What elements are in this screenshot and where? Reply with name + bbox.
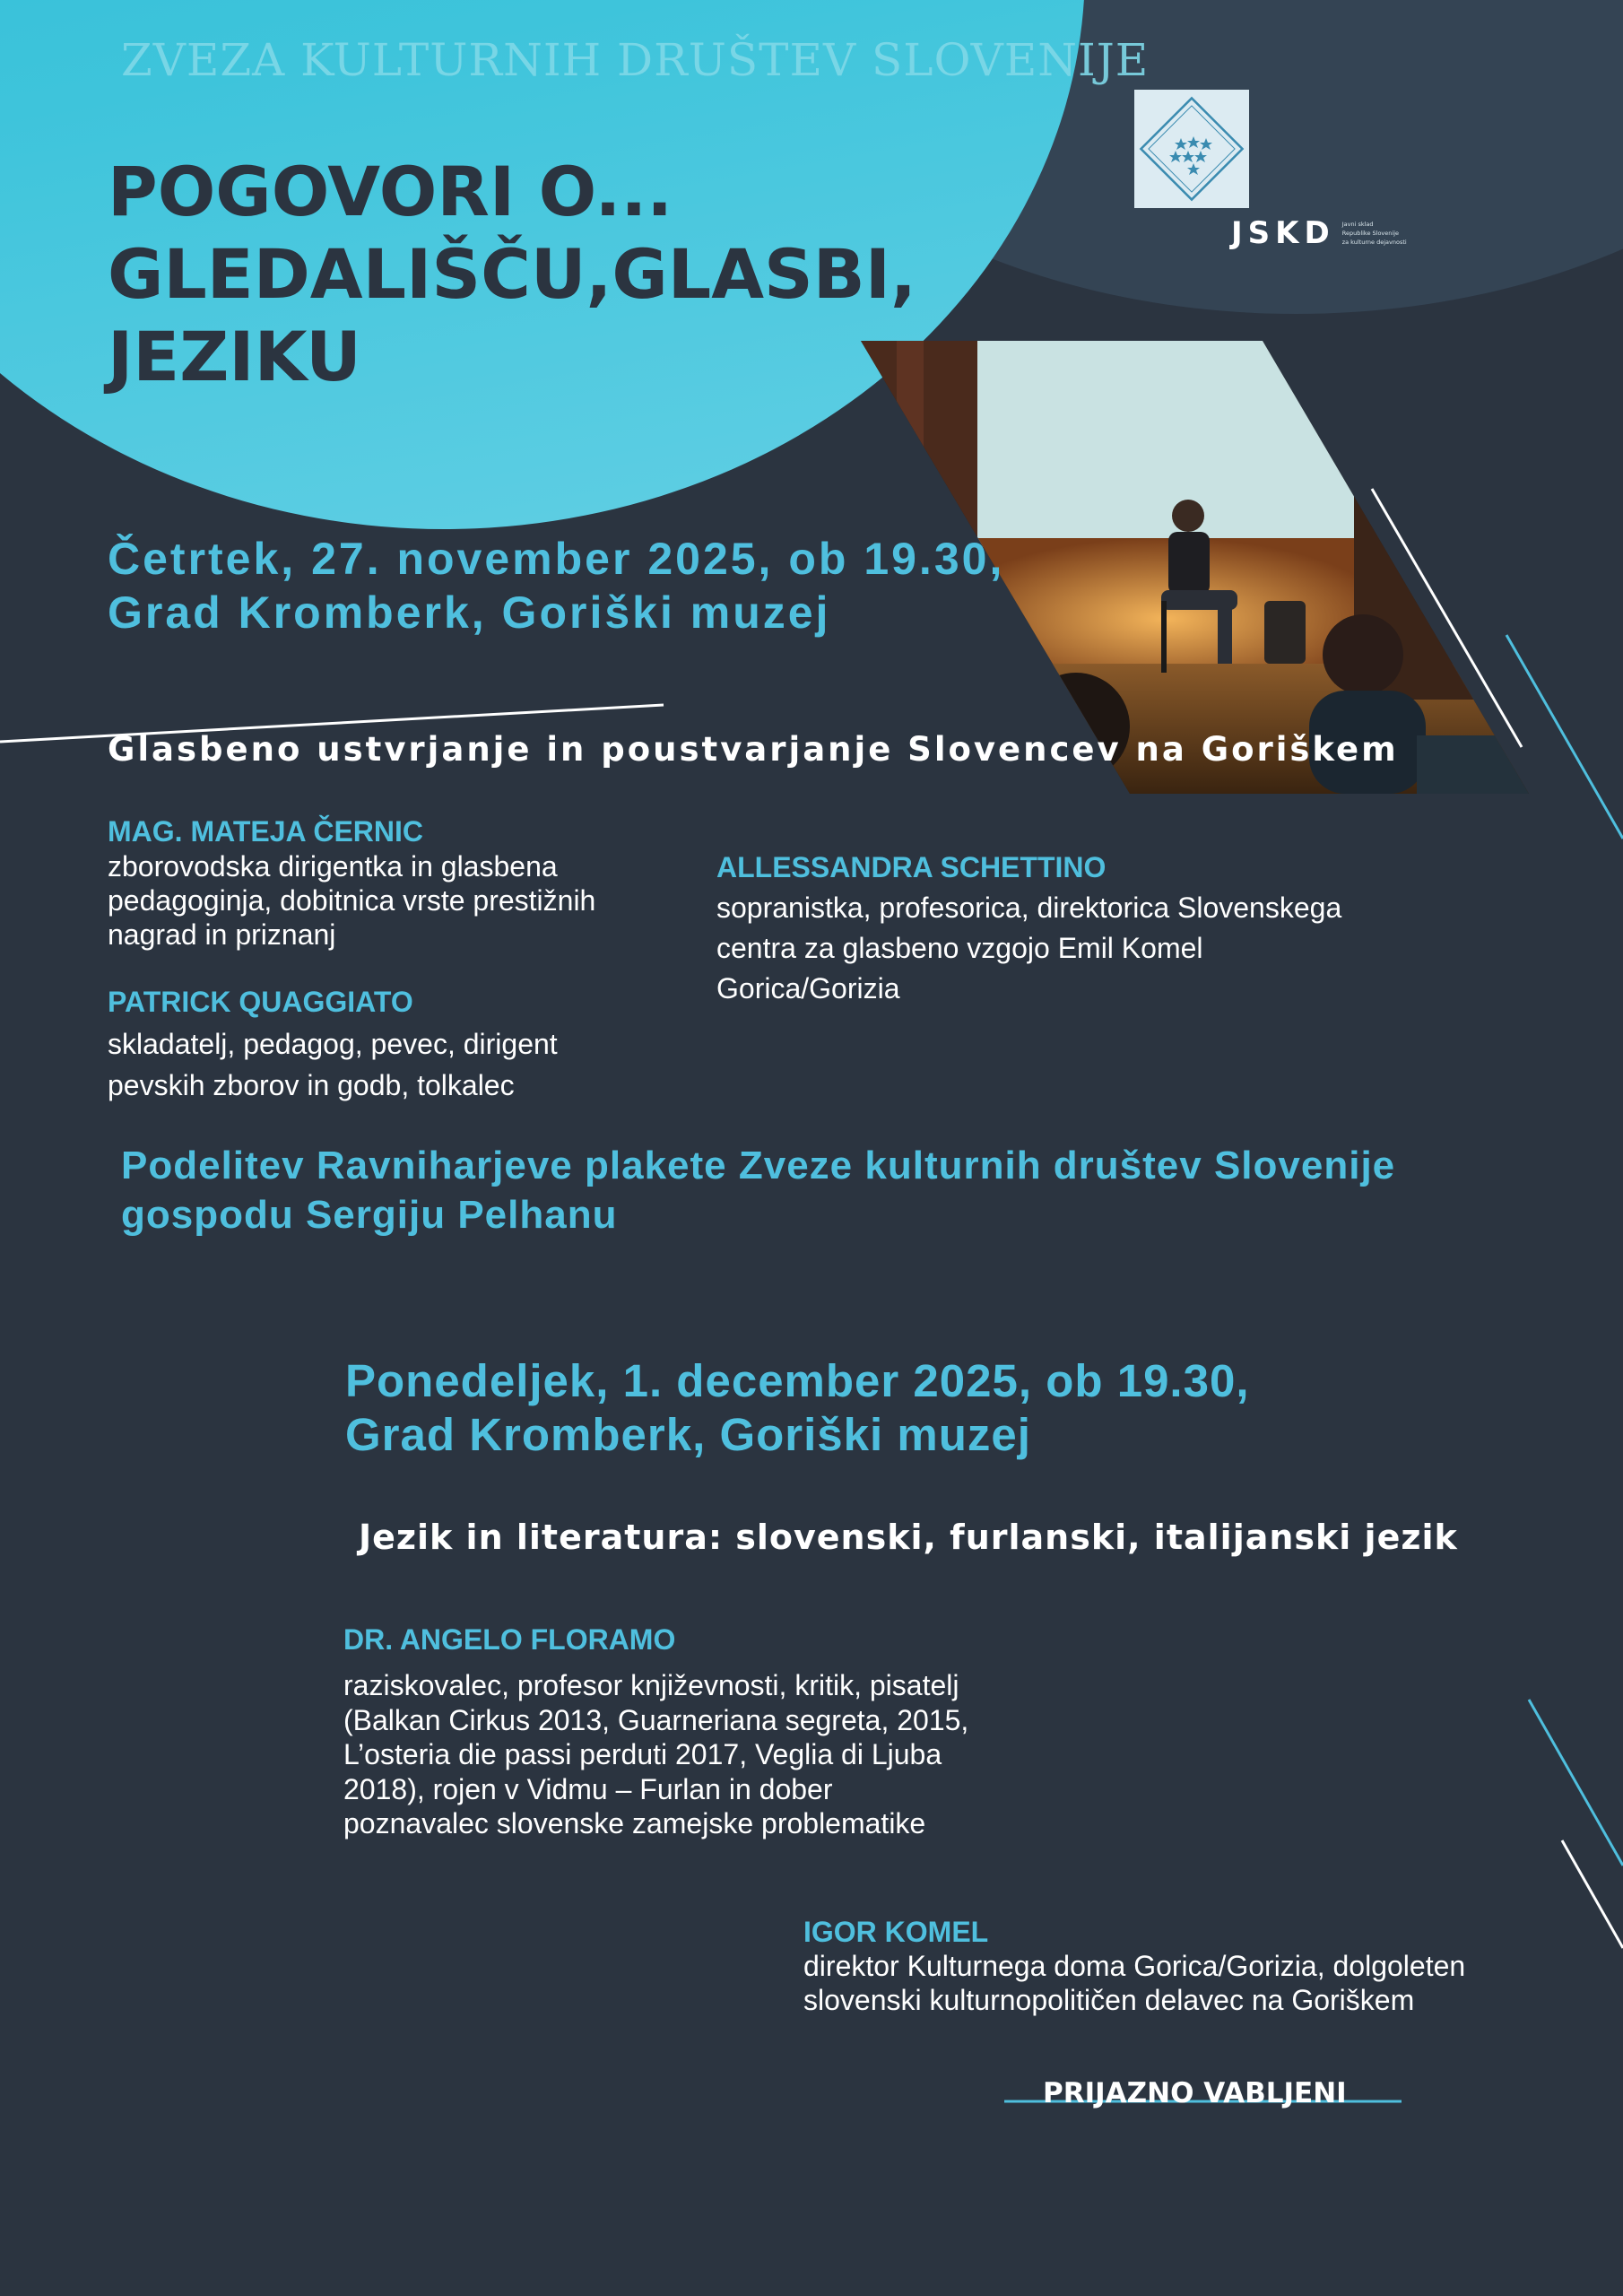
speaker-description: sopranistka, profesorica, direktorica Slovenskega centra za glasbeno vzgojo Emil Komel Gorica/Gorizia (716, 891, 1342, 1004)
speaker-description: raziskovalec, profesor književnosti, kritik, pisatelj (Balkan Cirkus 2013, Guarneriana segreta, 2015, L’osteria die passi perduti 2017, Veglia di Ljuba 2018), rojen v Vidmu – Furlan in dober poznavalec slovenske zamejske problematike (343, 1669, 969, 1839)
speaker-description: skladatelj, pedagog, pevec, dirigent pevskih zborov in godb, tolkalec (108, 1028, 558, 1101)
accent-line-white-2 (1562, 1840, 1623, 1948)
event2-date-location: Ponedeljek, 1. december 2025, ob 19.30, Grad Kromberk, Goriški muzej (345, 1355, 1250, 1460)
speaker-description: direktor Kulturnega doma Gorica/Gorizia, dolgoleten slovenski kulturnopolitičen delavec na Goriškem (803, 1950, 1466, 2016)
accent-line-cyan-2 (1529, 1700, 1623, 1866)
event2-topic: Jezik in literatura: slovenski, furlanski, italijanski jezik (359, 1518, 1458, 1557)
jskd-logo (1231, 215, 1407, 251)
kd-logo (1134, 90, 1249, 208)
speaker-name: PATRICK QUAGGIATO (108, 986, 413, 1018)
jskd-logo-text: JSKD (1231, 215, 1335, 251)
award-announcement: Podelitev Ravniharjeve plakete Zveze kulturnih društev Slovenije gospodu Sergiju Pelhanu (121, 1144, 1396, 1237)
event1-topic: Glasbeno ustvrjanje in poustvarjanje Slovencev na Goriškem (108, 730, 1399, 769)
speaker-name: DR. ANGELO FLORAMO (343, 1623, 676, 1656)
speaker-description: zborovodska dirigentka in glasbena pedagoginja, dobitnica vrste prestižnih nagrad in priznanj (108, 850, 596, 951)
speaker-name: ALLESSANDRA SCHETTINO (716, 851, 1107, 883)
speaker-name: MAG. MATEJA ČERNIC (108, 815, 423, 848)
jskd-logo-subtitle: Javni sklad Republike Slovenije za kulturne dejavnosti (1341, 221, 1407, 246)
organization-name: ZVEZA KULTURNIH DRUŠTEV SLOVENIJE (121, 34, 1150, 86)
stars-emblem-icon (1138, 95, 1245, 203)
event1-date-location: Četrtek, 27. november 2025, ob 19.30, Grad Kromberk, Goriški muzej (108, 534, 1005, 638)
page-title: POGOVORI O... GLEDALIŠČU,GLASBI, JEZIKU (108, 152, 916, 396)
speaker-name: IGOR KOMEL (803, 1916, 989, 1948)
closing-invitation: PRIJAZNO VABLJENI (1043, 2077, 1347, 2109)
